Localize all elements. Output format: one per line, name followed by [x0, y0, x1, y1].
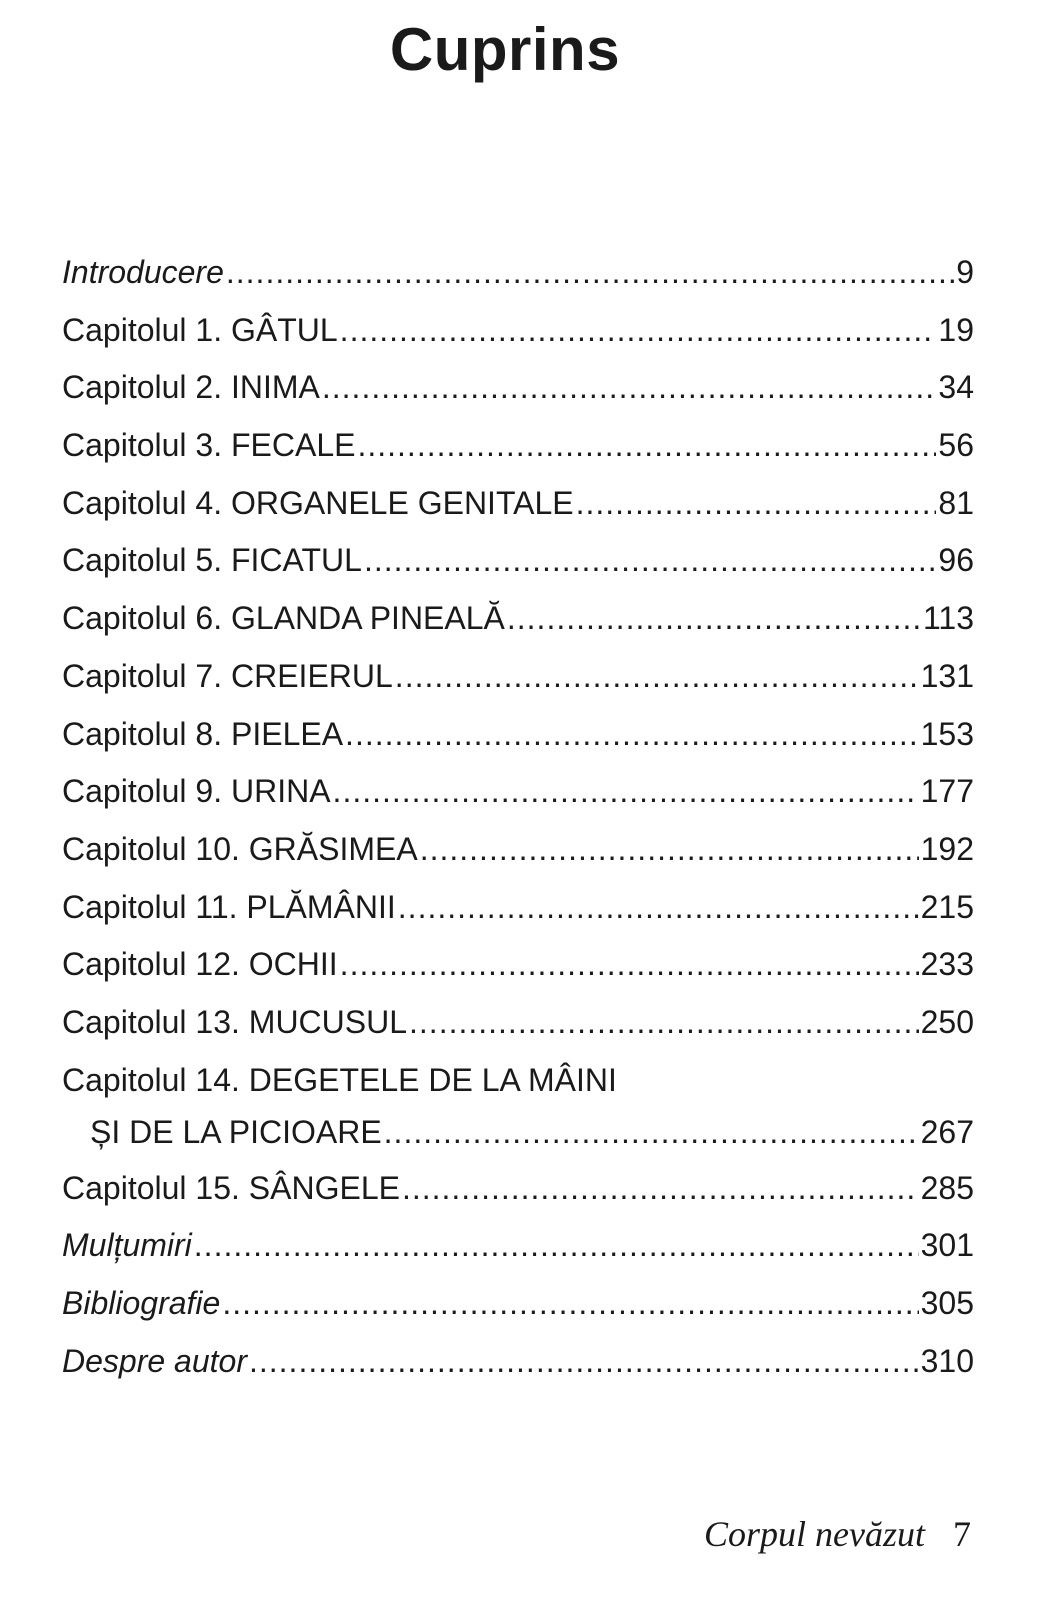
toc-entry-page: 305 [920, 1285, 974, 1321]
toc-entry-multumiri[interactable] [62, 1223, 974, 1281]
toc-entry-label: Introducere [62, 254, 224, 290]
toc-entry-page: 113 [922, 600, 974, 637]
toc-entry-chapter-3[interactable] [62, 423, 974, 481]
toc-entry-page: 177 [920, 773, 974, 810]
toc-entry-page: 153 [920, 715, 974, 752]
toc-entry-page: 285 [920, 1169, 974, 1206]
toc-entry-chapter-6[interactable] [62, 596, 974, 654]
toc-entry-page: 267 [920, 1113, 974, 1150]
toc-entry-label: Capitolul 1. GÂTUL [62, 311, 338, 348]
toc-entry-chapter-10[interactable] [62, 827, 974, 885]
dot-leader [364, 538, 936, 582]
toc-entry-label: Capitolul 6. GLANDA PINEALĂ [62, 600, 505, 637]
toc-entry-label: Capitolul 5. FICATUL [62, 542, 362, 579]
dot-leader [402, 1166, 919, 1210]
dot-leader [345, 712, 919, 756]
toc-entry-chapter-5[interactable] [62, 538, 974, 596]
toc-entry-label: Mulțumiri [62, 1227, 192, 1264]
toc-entry-chapter-9[interactable] [62, 769, 974, 827]
toc-entry-label: Capitolul 8. PIELEA [62, 715, 344, 752]
toc-entry-chapter-2[interactable] [62, 365, 974, 423]
dot-leader [420, 827, 919, 871]
dot-leader [322, 365, 937, 409]
dot-leader [222, 1281, 918, 1325]
toc-entry-page: 310 [920, 1342, 974, 1379]
page-number: 7 [953, 1514, 971, 1554]
page-footer [704, 1512, 971, 1556]
toc-entry-page: 131 [920, 657, 974, 694]
dot-leader [395, 654, 919, 698]
toc-entry-chapter-8[interactable] [62, 712, 974, 770]
toc-entry-page: 233 [920, 946, 974, 983]
toc-entry-chapter-11[interactable] [62, 885, 974, 943]
toc-entry-chapter-13[interactable] [62, 1000, 974, 1058]
toc-entry-page: 192 [920, 830, 974, 867]
toc-entry-page: 96 [938, 542, 974, 579]
dot-leader [398, 885, 919, 929]
toc-entry-label-line-2: ȘI DE LA PICIOARE [90, 1113, 382, 1150]
toc-entry-label: Capitolul 3. FECALE [62, 427, 356, 464]
toc-entry-page: 19 [938, 311, 974, 348]
toc-entry-chapter-12[interactable] [62, 942, 974, 1000]
toc-entry-label-line-1: Capitolul 14. DEGETELE DE LA MÂINI [62, 1061, 617, 1098]
toc-entry-line-2 [62, 1110, 974, 1154]
table-of-contents [62, 250, 974, 1396]
toc-entry-chapter-1[interactable] [62, 308, 974, 366]
toc-entry-label: Capitolul 10. GRĂSIMEA [62, 830, 418, 867]
dot-leader [409, 1000, 919, 1044]
toc-entry-chapter-15[interactable] [62, 1166, 974, 1224]
toc-entry-chapter-14[interactable] [62, 1058, 974, 1166]
toc-entry-chapter-7[interactable] [62, 654, 974, 712]
toc-entry-chapter-4[interactable] [62, 481, 974, 539]
toc-entry-label: Despre autor [62, 1342, 247, 1379]
toc-entry-label: Capitolul 4. ORGANELE GENITALE [62, 484, 574, 521]
dot-leader [226, 250, 954, 294]
toc-entry-page: 301 [920, 1227, 974, 1264]
dot-leader [340, 942, 919, 986]
toc-entry-label: Capitolul 9. URINA [62, 773, 331, 810]
toc-entry-page: 9 [956, 254, 974, 290]
page-title: Cuprins [389, 16, 621, 83]
toc-entry-despre-autor[interactable] [62, 1339, 974, 1397]
dot-leader [384, 1110, 919, 1154]
toc-entry-page: 34 [938, 369, 974, 406]
running-footer-book-title: Corpul nevăzut [704, 1514, 925, 1554]
dot-leader [194, 1223, 919, 1267]
dot-leader [576, 481, 937, 525]
toc-entry-label: Bibliografie [62, 1285, 221, 1321]
toc-entry-bibliografie[interactable] [62, 1281, 974, 1339]
toc-entry-label: Capitolul 15. SÂNGELE [62, 1169, 400, 1206]
dot-leader [340, 308, 937, 352]
toc-entry-label: Capitolul 7. CREIERUL [62, 657, 393, 694]
dot-leader [249, 1339, 919, 1383]
toc-entry-page: 215 [920, 888, 974, 925]
dot-leader [333, 769, 919, 813]
toc-entry-label: Capitolul 11. PLĂMÂNII [62, 888, 396, 925]
dot-leader [507, 596, 921, 640]
toc-entry-label: Capitolul 12. OCHII [62, 946, 338, 983]
toc-entry-page: 250 [920, 1003, 974, 1040]
toc-entry-label: Capitolul 2. INIMA [62, 369, 320, 406]
toc-entry-page: 56 [938, 427, 974, 464]
toc-entry-label: Capitolul 13. MUCUSUL [62, 1003, 408, 1040]
toc-entry-introducere[interactable] [62, 250, 974, 308]
dot-leader [357, 423, 936, 467]
toc-entry-page: 81 [938, 484, 974, 521]
